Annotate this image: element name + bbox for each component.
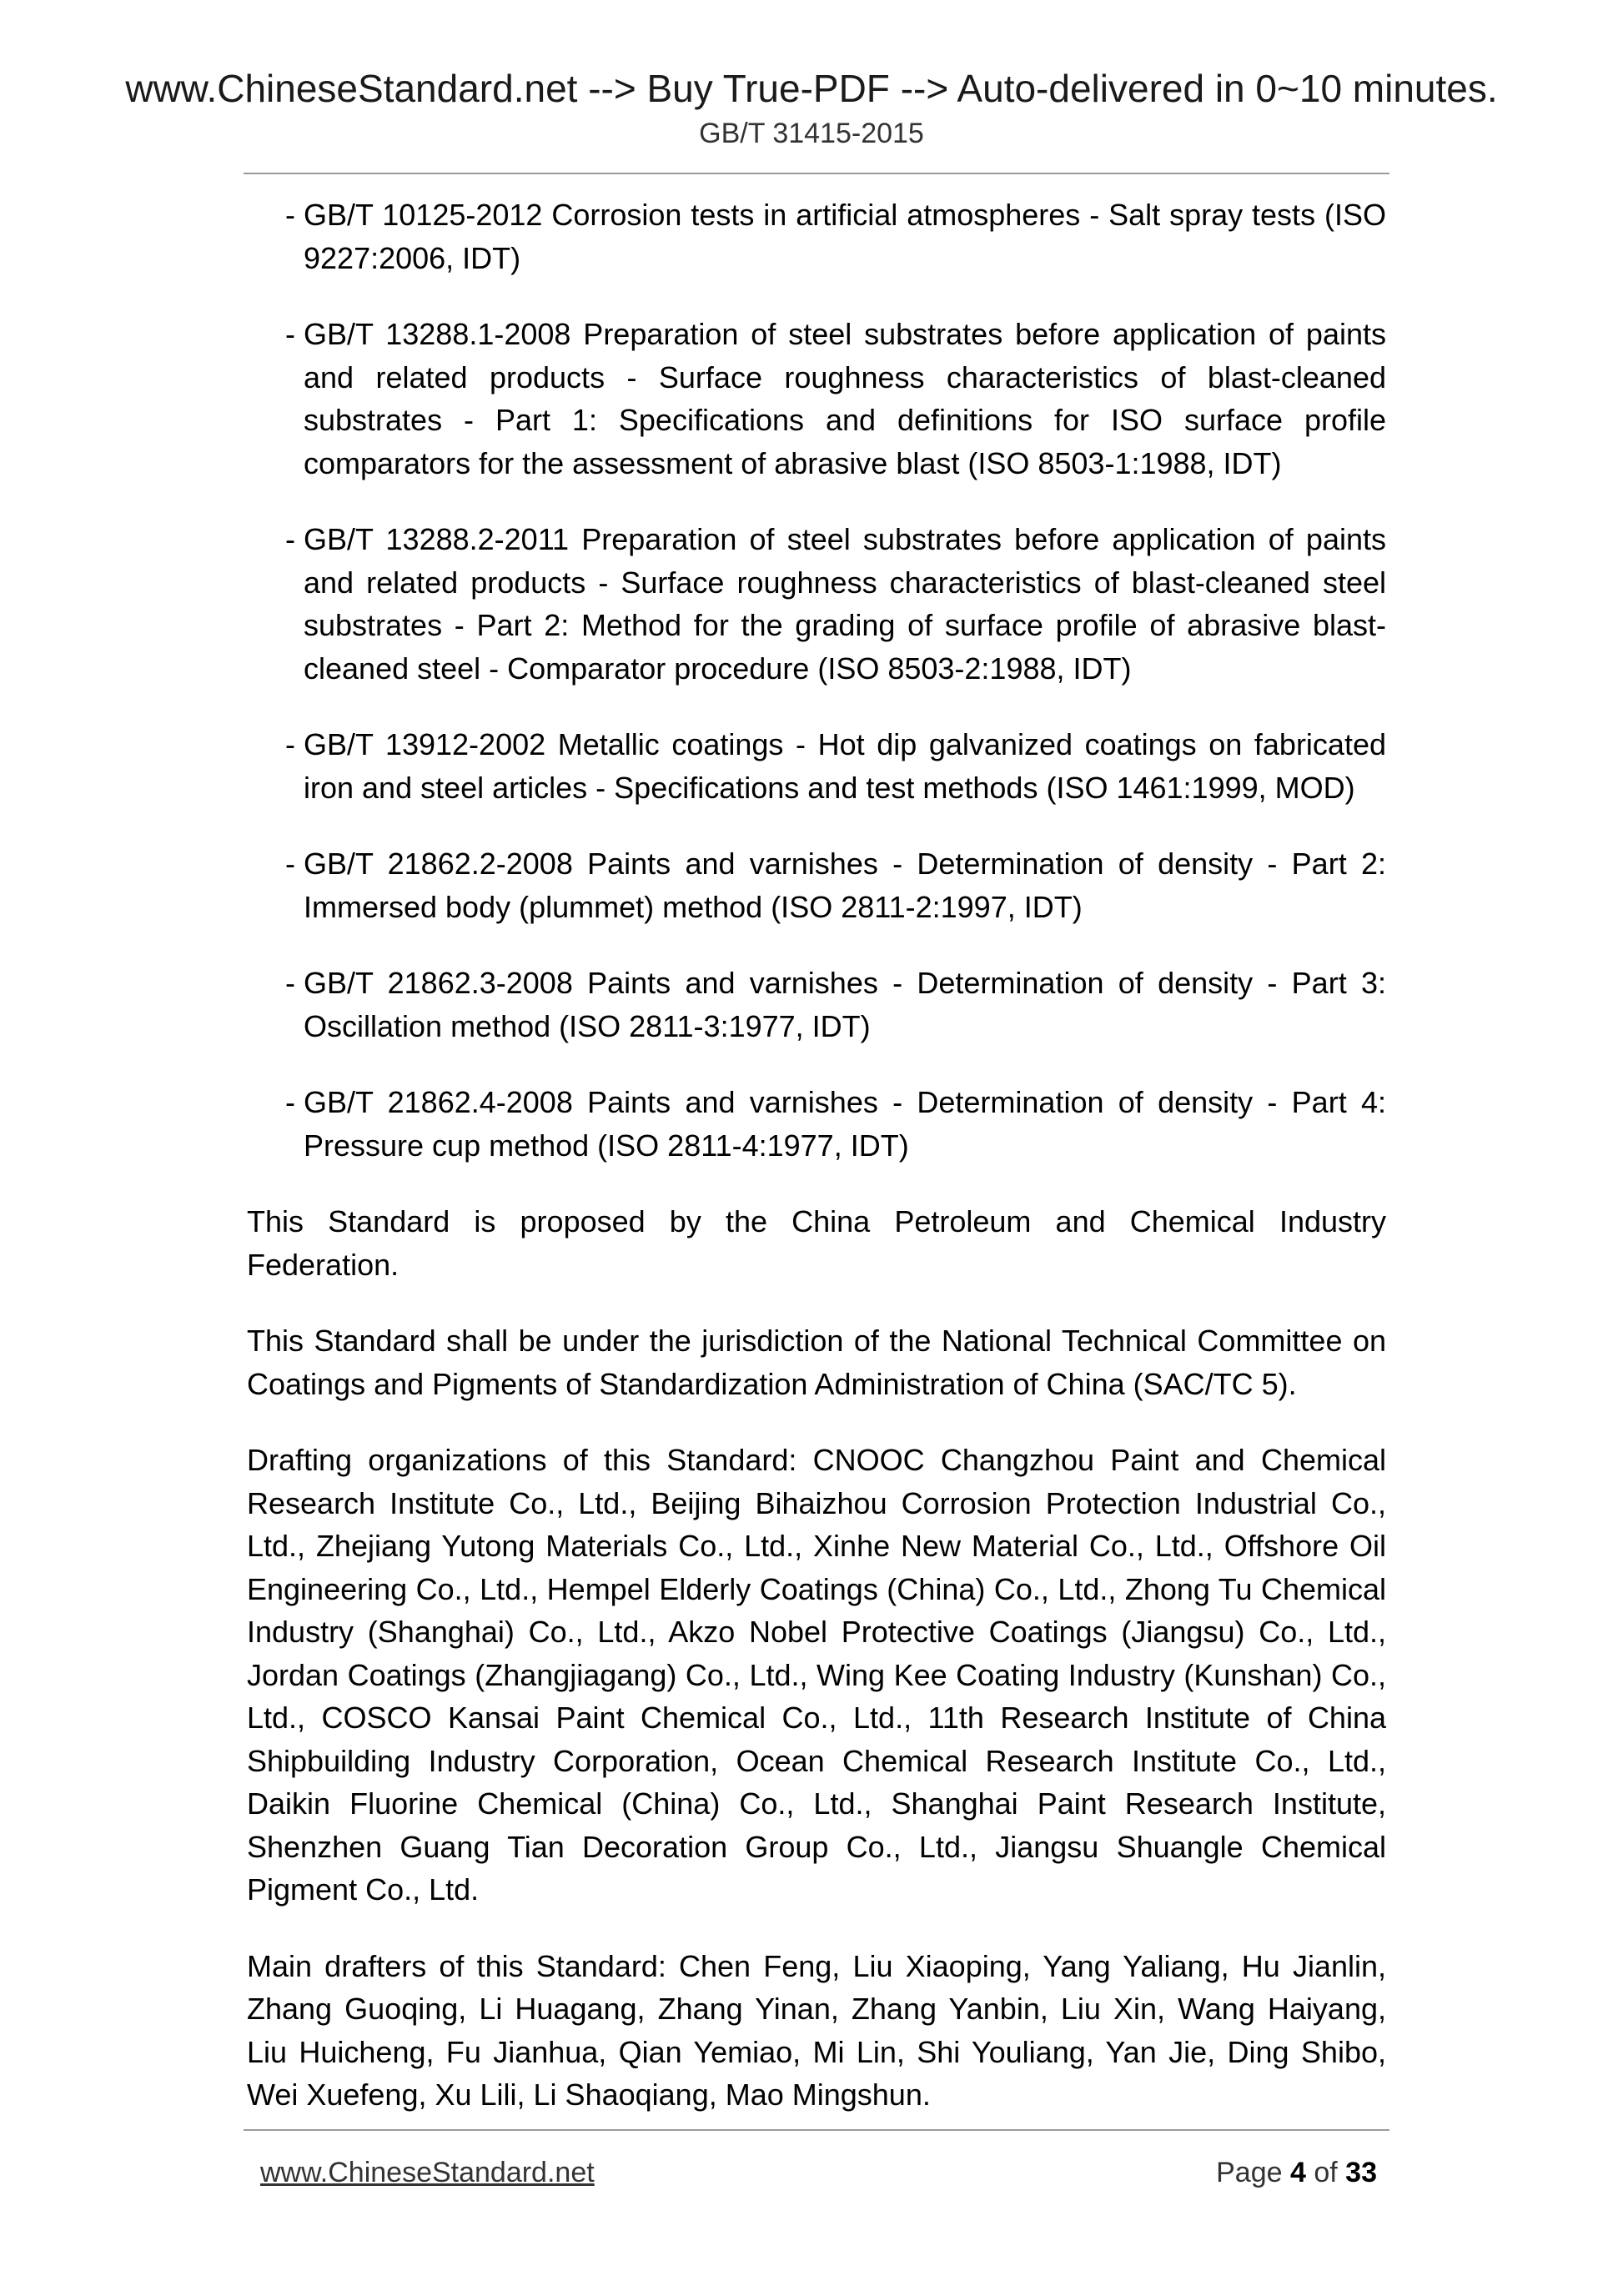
list-dash: - <box>285 317 295 351</box>
reference-item <box>247 193 1386 279</box>
page-current: 4 <box>1289 2157 1306 2188</box>
reference-item <box>247 842 1386 928</box>
reference-text: GB/T 13288.2-2011 Preparation of steel substrates before application of paints and related products - Surface roughness characteristics of blast-cleaned steel substrates - Part 2: Method for the grading of surface profile of abrasive blast-cleaned steel - Comparator procedure (ISO 8503-2:1988, IDT) <box>304 522 1386 686</box>
normative-references-list <box>247 193 1386 1167</box>
list-dash: - <box>285 522 295 556</box>
reference-text: GB/T 13288.1-2008 Preparation of steel substrates before application of paints and related products - Surface roughness characteristics of blast-cleaned substrates - Part 1: Specifications and definitions for ISO surface profile comparators for the assessment of abrasive blast (ISO 8503-1:1988, IDT) <box>304 317 1386 480</box>
header-divider <box>244 173 1389 174</box>
page-content <box>247 193 1386 2117</box>
reference-text: GB/T 21862.3-2008 Paints and varnishes - Determination of density - Part 3: Oscillation method (ISO 2811-3:1977, IDT) <box>304 966 1386 1043</box>
document-code: GB/T 31415-2015 <box>699 118 924 149</box>
header-banner: www.ChineseStandard.net --> Buy True-PDF --> Auto-delivered in 0~10 minutes. <box>125 67 1498 110</box>
reference-text: GB/T 21862.2-2008 Paints and varnishes - Determination of density - Part 2: Immersed body (plummet) method (ISO 2811-2:1997, IDT) <box>304 847 1386 924</box>
reference-item <box>247 518 1386 690</box>
list-dash: - <box>285 727 295 761</box>
reference-text: GB/T 10125-2012 Corrosion tests in artificial atmospheres - Salt spray tests (ISO 9227:2006, IDT) <box>304 198 1386 275</box>
list-dash: - <box>285 198 295 232</box>
reference-item <box>247 1081 1386 1167</box>
footer-divider <box>244 2129 1389 2131</box>
reference-item <box>247 723 1386 809</box>
footer-site-link[interactable]: www.ChineseStandard.net <box>260 2157 595 2188</box>
list-dash: - <box>285 1085 295 1119</box>
page-of: of <box>1314 2157 1338 2188</box>
drafting-organizations-paragraph: Drafting organizations of this Standard: CNOOC Changzhou Paint and Chemical Research Institute Co., Ltd., Beijing Bihaizhou Corrosion Protection Industrial Co., Ltd., Zhejiang Yutong Materials Co., Ltd., Xinhe New Material Co., Ltd., Offshore Oil Engineering Co., Ltd., Hempel Elderly Coatings (China) Co., Ltd., Zhong Tu Chemical Industry (Shanghai) Co., Ltd., Akzo Nobel Protective Coatings (Jiangsu) Co., Ltd., Jordan Coatings (Zhangjiagang) Co., Ltd., Wing Kee Coating Industry (Kunshan) Co., Ltd., COSCO Kansai Paint Chemical Co., Ltd., 11th Research Institute of China Shipbuilding Industry Corporation, Ocean Chemical Research Institute Co., Ltd., Daikin Fluorine Chemical (China) Co., Ltd., Shanghai Paint Research Institute, Shenzhen Guang Tian Decoration Group Co., Ltd., Jiangsu Shuangle Chemical Pigment Co., Ltd. <box>247 1443 1386 1907</box>
reference-text: GB/T 13912-2002 Metallic coatings - Hot dip galvanized coatings on fabricated iron and steel articles - Specifications and test methods (ISO 1461:1999, MOD) <box>304 727 1386 805</box>
reference-item <box>247 962 1386 1048</box>
list-dash: - <box>285 966 295 1000</box>
page-total: 33 <box>1345 2157 1377 2188</box>
main-drafters-paragraph: Main drafters of this Standard: Chen Feng, Liu Xiaoping, Yang Yaliang, Hu Jianlin, Zhang Guoqing, Li Huagang, Zhang Yinan, Zhang Yanbin, Liu Xin, Wang Haiyang, Liu Huicheng, Fu Jianhua, Qian Yemiao, Mi Lin, Shi Youliang, Yan Jie, Ding Shibo, Wei Xuefeng, Xu Lili, Li Shaoqiang, Mao Mingshun. <box>247 1948 1386 2112</box>
jurisdiction-paragraph: This Standard shall be under the jurisdiction of the National Technical Committee on Coatings and Pigments of Standardization Administration of China (SAC/TC 5). <box>247 1324 1386 1401</box>
reference-text: GB/T 21862.4-2008 Paints and varnishes - Determination of density - Part 4: Pressure cup method (ISO 2811-4:1977, IDT) <box>304 1085 1386 1163</box>
reference-item <box>247 313 1386 485</box>
page-number <box>1216 2154 1377 2191</box>
page-prefix: Page <box>1216 2157 1283 2188</box>
list-dash: - <box>285 847 295 881</box>
proposed-by-paragraph: This Standard is proposed by the China Petroleum and Chemical Industry Federation. <box>247 1204 1386 1282</box>
